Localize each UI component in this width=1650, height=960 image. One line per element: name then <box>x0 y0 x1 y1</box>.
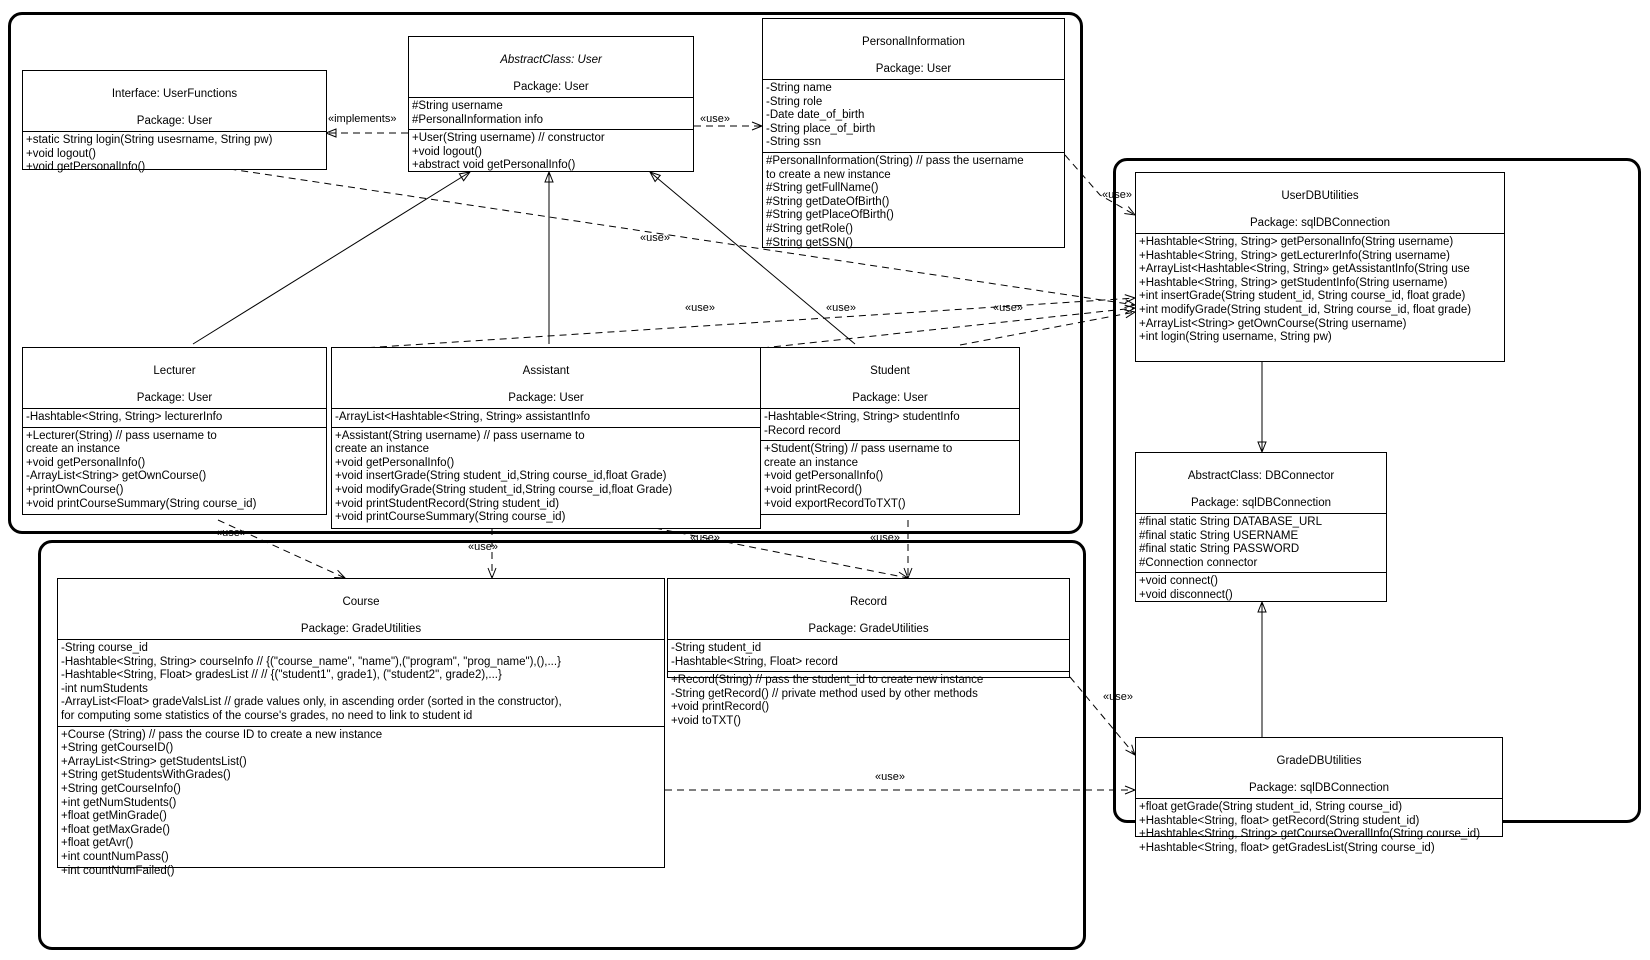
class-userdbutilities-name: UserDBUtilities <box>1281 189 1359 202</box>
class-userfunctions-header <box>23 71 326 132</box>
edge-label-implements: «implements» <box>328 113 397 125</box>
operation-row: +void connect() <box>1139 575 1218 588</box>
attribute-row: -Hashtable<String, String> lecturerInfo <box>26 411 223 423</box>
class-student-name: Student <box>870 364 910 377</box>
operation-row: +printOwnCourse() <box>26 483 124 496</box>
operation-row: #String getPlaceOfBirth() <box>766 209 894 222</box>
operation-row: +Assistant(String username) // pass username to <box>335 429 585 442</box>
operation-row: +Hashtable<String, String> getCourseOverallInfo(String course_id) <box>1139 828 1481 841</box>
operation-row: +String getStudentsWithGrades() <box>61 769 231 782</box>
attribute-row: -Hashtable<String, String> courseInfo // {("course_name", "name"),("program", "prog_name"),(),...} <box>61 655 561 668</box>
class-course-header <box>58 579 664 640</box>
class-assistant-attributes <box>332 409 760 428</box>
class-personalinformation-package: Package: User <box>875 62 952 75</box>
edge-label-use-assistant-course: «use» <box>468 541 498 553</box>
class-userdbutilities-header <box>1136 173 1504 234</box>
class-record[interactable] <box>667 578 1070 727</box>
edge-label-use-assistant-record: «use» <box>690 532 720 544</box>
operation-row: -ArrayList<String> getOwnCourse() <box>26 470 207 483</box>
operation-row: #String getSSN() <box>766 236 853 249</box>
operation-row: #String getFullName() <box>766 182 879 195</box>
operation-row: +Hashtable<String, String> getLecturerInfo(String username) <box>1139 249 1450 262</box>
class-student-package: Package: User <box>852 391 928 404</box>
attribute-row: -ArrayList<Hashtable<String, String» assistantInfo <box>335 411 591 423</box>
attribute-row: -String ssn <box>766 136 821 149</box>
class-userfunctions-package: Package: User <box>136 114 213 127</box>
class-lecturer-name: Lecturer <box>153 364 196 377</box>
class-student[interactable] <box>760 347 1020 515</box>
class-dbconnector-header <box>1136 453 1386 514</box>
operation-row: +float getMinGrade() <box>61 810 167 823</box>
attribute-row: for computing some statistics of the course's grades, no need to link to student id <box>61 709 473 722</box>
operation-row: -String getRecord() // private method used by other methods <box>671 687 978 700</box>
class-dbconnector-name: AbstractClass: DBConnector <box>1187 469 1335 482</box>
class-assistant-operations <box>332 428 760 528</box>
attribute-row: -ArrayList<Float> gradeValsList // grade values only, in ascending order (sorted in the constructor), <box>61 696 562 709</box>
operation-row: +void printCourseSummary(String course_id) <box>26 497 257 510</box>
operation-row: +int login(String username, String pw) <box>1139 331 1332 344</box>
class-student-attributes <box>761 409 1019 441</box>
class-userfunctions[interactable] <box>22 70 327 174</box>
class-gradedbutilities[interactable] <box>1135 737 1503 854</box>
edge-label-use-record-gradedb: «use» <box>1103 691 1133 703</box>
class-userfunctions-name: Interface: UserFunctions <box>111 87 238 100</box>
operation-row: +void getPersonalInfo() <box>335 456 455 469</box>
edge-personalinformation-use-userdbutilities <box>1065 155 1135 215</box>
operation-row: +float getGrade(String student_id, String course_id) <box>1139 801 1403 813</box>
attribute-row: -Hashtable<String, String> studentInfo <box>764 411 960 423</box>
attribute-row: -String student_id <box>671 642 762 654</box>
operation-row: +int countNumFailed() <box>61 864 175 877</box>
operation-row: +static String login(String usesrname, String pw) <box>26 134 273 146</box>
class-gradedbutilities-header <box>1136 738 1502 799</box>
operation-row: +int countNumPass() <box>61 850 169 863</box>
operation-row: +Hashtable<String, String> getStudentInfo(String username) <box>1139 276 1448 289</box>
attribute-row: #final static String PASSWORD <box>1139 543 1300 556</box>
class-personalinformation-operations <box>763 153 1064 252</box>
attribute-row: #final static String USERNAME <box>1139 529 1299 542</box>
operation-row: +void modifyGrade(String student_id,String course_id,float Grade) <box>335 483 673 496</box>
class-assistant[interactable] <box>331 347 761 529</box>
operation-row: +int insertGrade(String student_id, String course_id, float grade) <box>1139 290 1466 303</box>
class-personalinformation-header <box>763 19 1064 80</box>
class-lecturer-header <box>23 348 326 409</box>
operation-row: +ArrayList<String> getStudentsList() <box>61 755 247 768</box>
attribute-row: #PersonalInformation info <box>412 113 544 126</box>
class-user-package: Package: User <box>513 80 589 93</box>
edge-label-use-lecturer-userdb: «use» <box>685 302 715 314</box>
class-dbconnector-attributes <box>1136 514 1386 573</box>
class-gradedbutilities-operations <box>1136 799 1502 857</box>
class-dbconnector-package: Package: sqlDBConnection <box>1191 496 1331 509</box>
class-record-package: Package: GradeUtilities <box>808 622 929 635</box>
class-userdbutilities[interactable] <box>1135 172 1505 362</box>
class-lecturer-package: Package: User <box>136 391 213 404</box>
attribute-row: -String name <box>766 82 832 94</box>
operation-row: +void logout() <box>412 145 482 158</box>
operation-row: +void getPersonalInfo() <box>26 456 146 469</box>
class-record-attributes <box>668 640 1069 672</box>
class-gradedbutilities-package: Package: sqlDBConnection <box>1249 781 1389 794</box>
class-assistant-package: Package: User <box>508 391 584 404</box>
attribute-row: -Hashtable<String, Float> gradesList // // {("student1", grade1), ("student2", grade2),...} <box>61 669 502 682</box>
edge-student-use-userdbutilities <box>960 312 1135 345</box>
operation-row: to create a new instance <box>766 168 891 181</box>
operation-row: +Course (String) // pass the course ID to create a new instance <box>61 728 383 741</box>
operation-row: +int modifyGrade(String student_id, String course_id, float grade) <box>1139 303 1472 316</box>
edge-label-use-midline-1: «use» <box>640 232 670 244</box>
class-lecturer[interactable] <box>22 347 327 515</box>
edge-label-use-assistant-userdb: «use» <box>826 302 856 314</box>
class-userdbutilities-operations <box>1136 234 1504 361</box>
class-course-operations <box>58 727 664 881</box>
attribute-row: -Hashtable<String, Float> record <box>671 655 838 668</box>
class-personalinformation-name: PersonalInformation <box>862 35 965 48</box>
class-student-header <box>761 348 1019 409</box>
operation-row: #PersonalInformation(String) // pass the username <box>766 154 1024 167</box>
edge-label-use-student-record: «use» <box>870 532 900 544</box>
operation-row: #String getDateOfBirth() <box>766 195 890 208</box>
class-dbconnector-operations <box>1136 573 1386 604</box>
class-personalinformation-attributes <box>763 80 1064 153</box>
operation-row: +void printCourseSummary(String course_id) <box>335 511 566 524</box>
class-assistant-header <box>332 348 760 409</box>
class-assistant-name: Assistant <box>522 364 570 377</box>
operation-row: +void printRecord() <box>764 483 863 496</box>
class-course-name: Course <box>342 595 380 608</box>
class-gradedbutilities-name: GradeDBUtilities <box>1276 754 1362 767</box>
operation-row: #String getRole() <box>766 222 853 235</box>
operation-row: +void insertGrade(String student_id,String course_id,float Grade) <box>335 470 667 483</box>
class-user[interactable] <box>408 36 694 172</box>
attribute-row: #final static String DATABASE_URL <box>1139 516 1323 528</box>
class-user-operations <box>409 130 693 175</box>
operation-row: +Student(String) // pass username to <box>764 443 953 456</box>
operation-row: +Record(String) // pass the student_id to create new instance <box>671 674 984 687</box>
edge-label-use-personalinfo-userdb: «use» <box>1102 189 1132 201</box>
class-record-header <box>668 579 1069 640</box>
operation-row: create an instance <box>26 443 120 456</box>
operation-row: +Hashtable<String, String> getPersonalInfo(String username) <box>1139 236 1454 248</box>
operation-row: create an instance <box>335 443 429 456</box>
class-userdbutilities-package: Package: sqlDBConnection <box>1250 216 1390 229</box>
edge-label-use-lecturer-course: «use» <box>216 527 246 539</box>
edge-label-use-user-personalinfo: «use» <box>700 113 730 125</box>
operation-row: +Hashtable<String, float> getRecord(String student_id) <box>1139 814 1420 827</box>
operation-row: +void printRecord() <box>671 701 770 714</box>
operation-row: create an instance <box>764 456 858 469</box>
attribute-row: -String role <box>766 95 823 108</box>
attribute-row: #String username <box>412 100 503 112</box>
class-lecturer-operations <box>23 428 326 514</box>
operation-row: +void disconnect() <box>1139 588 1233 601</box>
class-record-operations <box>668 672 1069 730</box>
edge-lecturer-extends-user <box>193 172 470 344</box>
edge-label-use-course-gradedb: «use» <box>875 771 905 783</box>
class-course-attributes <box>58 640 664 727</box>
operation-row: +void logout() <box>26 147 96 160</box>
operation-row: +float getAvr() <box>61 837 134 850</box>
class-lecturer-attributes <box>23 409 326 428</box>
operation-row: +ArrayList<String> getOwnCourse(String username) <box>1139 317 1407 330</box>
operation-row: +void printStudentRecord(String student_id) <box>335 497 560 510</box>
operation-row: +float getMaxGrade() <box>61 823 170 836</box>
operation-row: +void exportRecordToTXT() <box>764 497 906 510</box>
operation-row: +User(String username) // constructor <box>412 132 605 145</box>
class-user-header <box>409 37 693 98</box>
class-personalinformation[interactable] <box>762 18 1065 248</box>
class-course[interactable] <box>57 578 665 877</box>
operation-row: +void toTXT() <box>671 714 741 727</box>
attribute-row: -Date date_of_birth <box>766 109 865 122</box>
class-record-name: Record <box>849 595 888 608</box>
edge-record-use-gradedbutilities <box>1070 677 1135 755</box>
edge-label-use-student-userdb: «use» <box>993 302 1023 314</box>
operation-row: +Hashtable<String, float> getGradesList(String course_id) <box>1139 841 1435 854</box>
operation-row: +Lecturer(String) // pass username to <box>26 429 217 442</box>
class-user-name: AbstractClass: User <box>500 53 602 66</box>
class-userfunctions-operations <box>23 132 326 177</box>
class-dbconnector[interactable] <box>1135 452 1387 602</box>
class-user-attributes <box>409 98 693 130</box>
attribute-row: -int numStudents <box>61 682 148 695</box>
attribute-row: -String place_of_birth <box>766 122 876 135</box>
attribute-row: -Record record <box>764 424 841 437</box>
operation-row: +int getNumStudents() <box>61 796 177 809</box>
operation-row: +void getPersonalInfo() <box>26 161 146 174</box>
attribute-row: -String course_id <box>61 642 148 654</box>
class-student-operations <box>761 441 1019 514</box>
attribute-row: #Connection connector <box>1139 556 1258 569</box>
class-course-package: Package: GradeUtilities <box>300 622 422 635</box>
edge-assistant-use-userdbutilities <box>762 308 1135 348</box>
operation-row: +ArrayList<Hashtable<String, String» getAssistantInfo(String use <box>1139 263 1470 276</box>
operation-row: +abstract void getPersonalInfo() <box>412 159 576 172</box>
operation-row: +String getCourseID() <box>61 742 174 755</box>
operation-row: +String getCourseInfo() <box>61 782 181 795</box>
operation-row: +void getPersonalInfo() <box>764 470 884 483</box>
